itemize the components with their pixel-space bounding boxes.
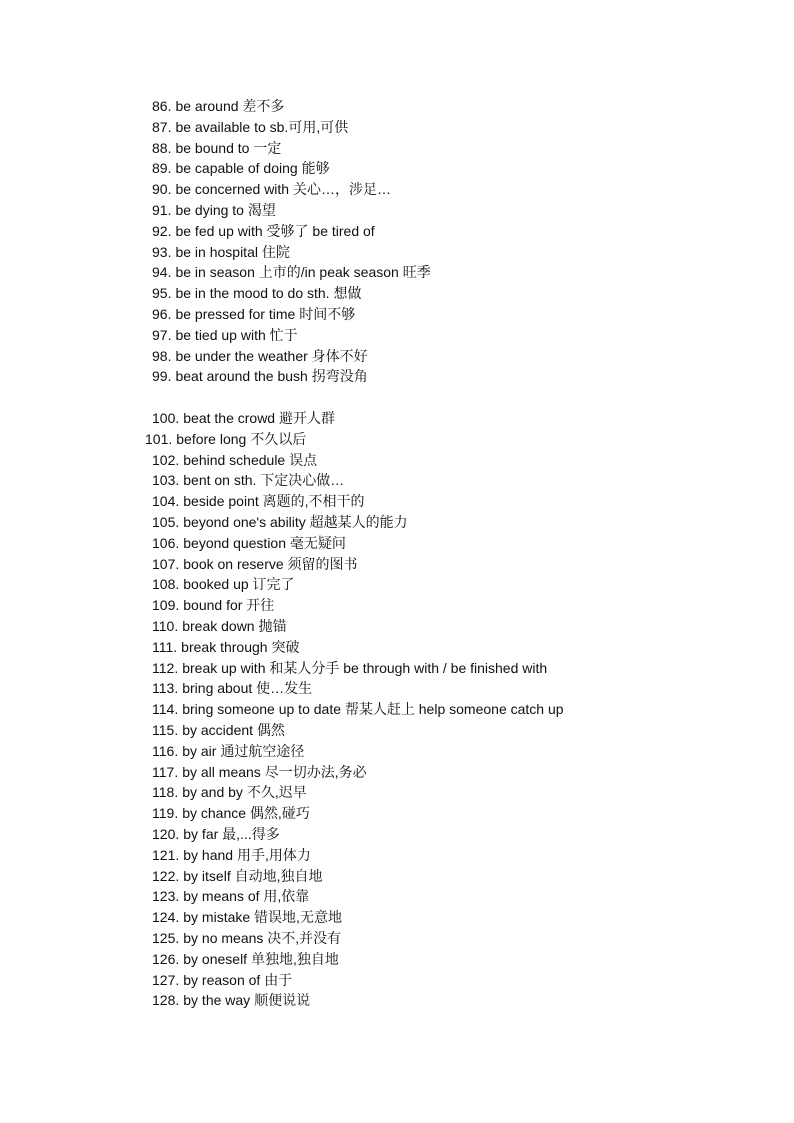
list-item: [0, 117, 794, 138]
item-number: 102.: [152, 451, 180, 468]
item-number: 115.: [152, 721, 179, 738]
list-item: [0, 699, 794, 720]
item-number: 120.: [152, 825, 180, 842]
item-text: by oneself 单独地,独自地: [183, 950, 339, 967]
item-number: 122.: [152, 867, 180, 884]
item-text: by itself 自动地,独自地: [183, 867, 323, 884]
item-number: 112.: [152, 659, 179, 676]
list-item: [0, 138, 794, 159]
list-item: [0, 762, 794, 783]
item-text: be concerned with 关心…，涉足…: [175, 181, 391, 198]
item-text: by no means 决不,并没有: [183, 929, 342, 946]
list-item: [0, 283, 794, 304]
list-item: [0, 96, 794, 117]
list-item: [0, 574, 794, 595]
item-number: 95.: [152, 285, 172, 302]
item-text: by chance 偶然,碰巧: [182, 805, 310, 822]
item-text: break up with 和某人分手 be through with / be finished with: [182, 659, 548, 676]
item-number: 109.: [152, 597, 180, 614]
list-item: [0, 741, 794, 762]
item-number: 107.: [152, 555, 180, 572]
item-number: 113.: [152, 680, 179, 697]
list-item: [0, 346, 794, 367]
item-text: by all means 尽一切办法,务必: [182, 763, 367, 780]
item-number: 93.: [152, 243, 172, 260]
item-text: beat around the bush 拐弯没角: [175, 368, 368, 385]
item-number: 111.: [152, 638, 178, 655]
item-text: be around 差不多: [175, 98, 285, 114]
item-number: 126.: [152, 950, 180, 967]
item-text: booked up 订完了: [183, 576, 295, 593]
list-item: [0, 990, 794, 1011]
item-text: bring someone up to date 帮某人赶上 help someone catch up: [182, 701, 564, 718]
list-item: [0, 637, 794, 658]
list-item: [0, 845, 794, 866]
item-text: be pressed for time 时间不够: [175, 305, 356, 322]
list-item: [0, 907, 794, 928]
list-item: [0, 512, 794, 533]
item-text: beyond question 毫无疑问: [183, 534, 346, 551]
item-text: beat the crowd 避开人群: [183, 410, 335, 426]
list-item: [0, 325, 794, 346]
item-number: 118.: [152, 784, 179, 801]
item-number: 105.: [152, 513, 180, 530]
item-text: break through 突破: [181, 638, 300, 655]
item-text: bent on sth. 下定决心做…: [183, 472, 345, 489]
item-number: 110.: [152, 617, 179, 634]
item-text: bring about 使…发生: [182, 680, 313, 697]
item-number: 119.: [152, 805, 179, 822]
list-item: [0, 221, 794, 242]
item-number: 127.: [152, 971, 180, 988]
item-number: 104.: [152, 493, 180, 510]
item-number: 128.: [152, 992, 180, 1009]
list-item: [0, 450, 794, 471]
item-number: 117.: [152, 763, 179, 780]
item-number: 123.: [152, 888, 180, 905]
list-item: [0, 970, 794, 991]
item-number: 91.: [152, 201, 172, 218]
list-item: [0, 824, 794, 845]
list-item: [0, 928, 794, 949]
item-number: 116.: [152, 742, 179, 759]
item-number: 124.: [152, 909, 180, 926]
item-text: by mistake 错误地,无意地: [183, 909, 342, 926]
item-text: by the way 顺便说说: [183, 992, 311, 1009]
item-number: 94.: [152, 264, 172, 281]
list-item: [0, 866, 794, 887]
item-text: be under the weather 身体不好: [175, 347, 368, 364]
list-item: [0, 595, 794, 616]
item-text: by hand 用手,用体力: [183, 846, 311, 863]
phrase-list-part2: [0, 408, 794, 1011]
item-text: book on reserve 须留的图书: [183, 555, 358, 572]
item-text: beside point 离题的,不相干的: [183, 493, 365, 510]
item-number: 98.: [152, 347, 172, 364]
item-text: be available to sb.可用,可供: [175, 118, 349, 135]
item-number: 89.: [152, 160, 172, 177]
item-number: 100.: [152, 410, 180, 426]
item-number: 99.: [152, 368, 172, 385]
list-item: [0, 408, 794, 429]
item-number: 108.: [152, 576, 180, 593]
list-item: [0, 429, 794, 450]
item-number: 86.: [152, 98, 172, 114]
list-item: [0, 158, 794, 179]
item-number: 121.: [152, 846, 180, 863]
item-text: by means of 用,依靠: [183, 888, 310, 905]
item-text: before long 不久以后: [176, 430, 307, 447]
list-item: [0, 720, 794, 741]
list-item: [0, 242, 794, 263]
item-text: behind schedule 误点: [183, 451, 318, 468]
item-text: be fed up with 受够了 be tired of: [175, 222, 375, 239]
item-number: 101.: [145, 430, 173, 447]
item-number: 87.: [152, 118, 172, 135]
list-item: [0, 658, 794, 679]
list-item: [0, 262, 794, 283]
item-text: bound for 开往: [183, 597, 275, 614]
item-text: be in hospital 住院: [175, 243, 290, 260]
item-text: be in the mood to do sth. 想做: [175, 285, 362, 302]
item-text: by air 通过航空途径: [182, 742, 305, 759]
item-text: break down 抛锚: [182, 617, 287, 634]
list-item: [0, 782, 794, 803]
list-item: [0, 533, 794, 554]
item-number: 97.: [152, 326, 172, 343]
item-number: 106.: [152, 534, 180, 551]
phrase-list-part1: [0, 96, 794, 387]
list-item: [0, 366, 794, 387]
list-item: [0, 179, 794, 200]
list-item: [0, 678, 794, 699]
list-item: [0, 616, 794, 637]
item-number: 92.: [152, 222, 172, 239]
item-number: 114.: [152, 701, 179, 718]
item-text: be dying to 渴望: [175, 201, 276, 218]
item-text: be tied up with 忙于: [175, 326, 298, 343]
list-item: [0, 304, 794, 325]
item-number: 103.: [152, 472, 180, 489]
item-text: by accident 偶然: [182, 721, 285, 738]
item-number: 125.: [152, 929, 180, 946]
list-item: [0, 886, 794, 907]
item-number: 96.: [152, 305, 172, 322]
item-text: by reason of 由于: [183, 971, 293, 988]
item-number: 90.: [152, 181, 172, 198]
item-number: 88.: [152, 139, 172, 156]
list-item: [0, 554, 794, 575]
item-text: be bound to 一定: [175, 139, 282, 156]
item-text: by and by 不久,迟早: [182, 784, 307, 801]
item-text: be capable of doing 能够: [175, 160, 330, 177]
item-text: by far 最,...得多: [183, 825, 280, 842]
item-text: beyond one's ability 超越某人的能力: [183, 513, 408, 530]
item-text: be in season 上市的/in peak season 旺季: [175, 264, 431, 281]
list-item: [0, 200, 794, 221]
list-item: [0, 949, 794, 970]
list-item: [0, 470, 794, 491]
list-item: [0, 491, 794, 512]
list-item: [0, 803, 794, 824]
